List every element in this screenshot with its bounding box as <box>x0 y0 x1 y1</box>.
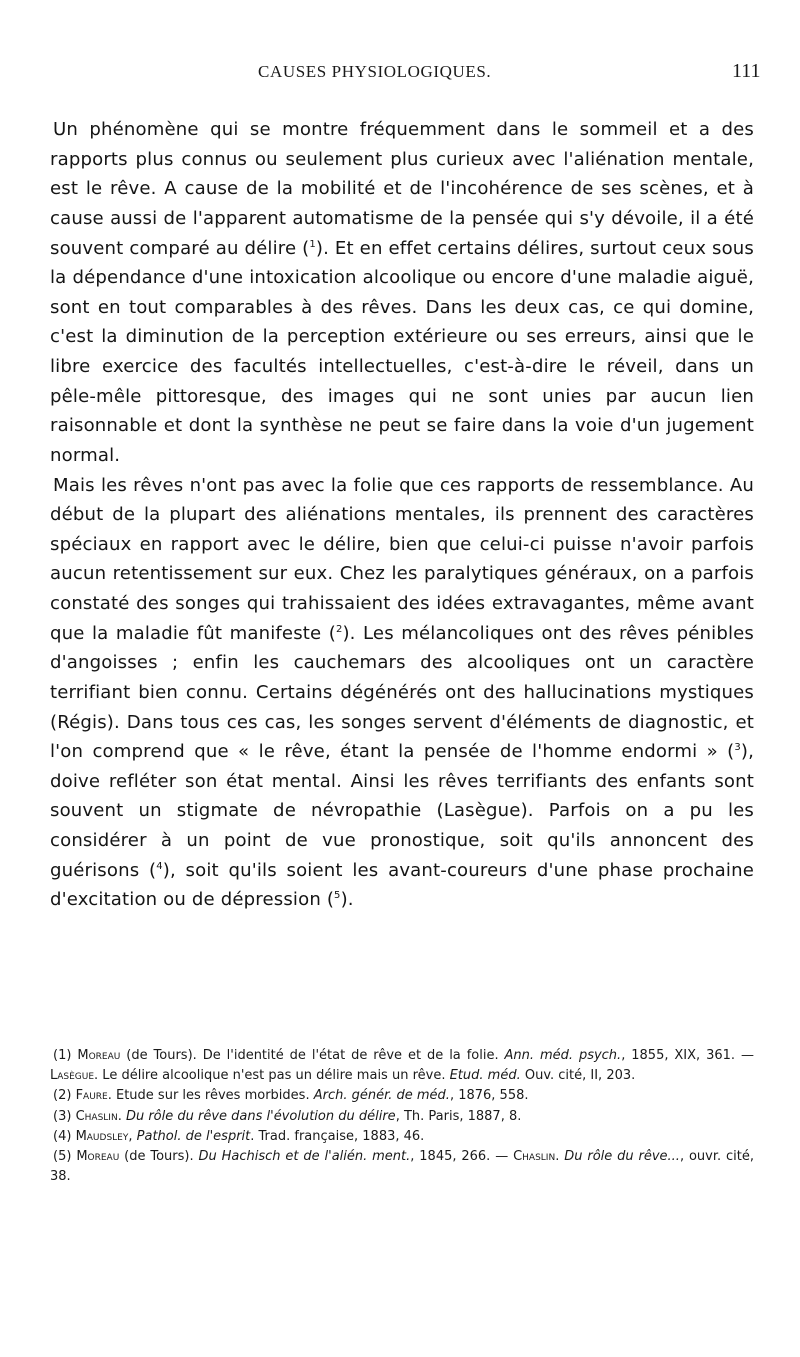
footnotes <box>50 1046 754 1187</box>
footnote-text: , <box>128 1128 137 1144</box>
paragraph-text: ). <box>340 889 354 911</box>
footnote-3 <box>50 1107 754 1127</box>
footnote-text: , Th. Paris, 1887, 8. <box>395 1108 522 1124</box>
footnote-author: Chaslin <box>75 1108 118 1124</box>
footnote-text: . Trad. française, 1883, 46. <box>250 1128 425 1144</box>
footnote-work: Du rôle du rêve... <box>564 1149 680 1165</box>
footnote-text: , 1876, 558. <box>449 1088 529 1104</box>
footnote-text: , ouvr. cité, 38. <box>50 1149 754 1185</box>
footnote-text: , 1845, 266. — <box>410 1149 514 1165</box>
paragraph-text: ). Les mélancoliques ont des rêves pénibles d'angoisses ; enfin les cauchemars des alcooliques ont un caractère terrifiant bien connu. Certains dégénérés ont des hallucinations mystiques (Régis). Dans tous ces cas, les songes servent d'éléments de diagnostic, et l'on comprend que « le rêve, étant la pensée de l'homme endormi » ( <box>50 622 754 763</box>
footnote-text: . <box>117 1108 126 1124</box>
footnote-number: (2) <box>53 1088 72 1104</box>
footnote-work: Du rôle du rêve dans l'évolution du délire <box>125 1108 396 1124</box>
paragraph-text: Mais les rêves n'ont pas avec la folie que ces rapports de ressemblance. Au début de la plupart des aliénations mentales, ils prennent des caractères spéciaux en rapport avec le délire, bien que celui-ci puisse n'avoir parfois aucun retentissement sur eux. Chez les paralytiques généraux, on a parfois constaté des songes qui trahissaient des idées extravagantes, même avant que la maladie fût manifeste ( <box>50 474 754 644</box>
footnote-number: (5) <box>53 1149 72 1165</box>
footnote-4 <box>50 1127 754 1147</box>
running-title: CAUSES PHYSIOLOGIQUES. <box>258 62 492 81</box>
footnote-work: Du Hachisch et de l'alién. ment. <box>198 1149 411 1165</box>
paragraph-text: ), soit qu'ils soient les avant-coureurs d'une phase prochaine d'excitation ou de dépression ( <box>50 859 754 911</box>
footnote-ref: 1 <box>309 238 316 250</box>
footnote-text: (de Tours). <box>119 1149 199 1165</box>
footnote-text: Ouv. cité, II, 203. <box>520 1068 636 1084</box>
footnote-author: Maudsley <box>75 1128 129 1144</box>
footnote-number: (4) <box>53 1128 72 1144</box>
footnote-text: (de Tours). De l'identité de l'état de rêve et de la folie. <box>120 1048 505 1063</box>
paragraph-text: ), doive refléter son état mental. Ainsi les rêves terrifiants des enfants sont souvent un stigmate de névropathie (Lasègue). Parfois on a pu les considérer à un point de vue pronostique, soit qu'ils annoncent des guérisons ( <box>50 741 754 881</box>
footnote-text: . <box>555 1149 565 1165</box>
footnote-2 <box>50 1086 754 1106</box>
footnote-author: Moreau <box>76 1149 120 1165</box>
footnote-work: Pathol. de l'esprit <box>136 1128 251 1144</box>
paragraph-1 <box>50 115 754 471</box>
footnote-text: , 1855, XIX, 361. — <box>621 1048 754 1063</box>
footnote-author: Faure <box>75 1088 108 1104</box>
footnote-number: (1) <box>53 1048 72 1063</box>
footnote-ref: 5 <box>334 890 341 902</box>
footnote-author: Chaslin <box>513 1149 556 1165</box>
footnote-ref: 2 <box>335 623 343 635</box>
paragraph-text: Un phénomène qui se montre fréquemment dans le sommeil et a des rapports plus connus ou seulement plus curieux avec l'aliénation mentale, est le rêve. A cause de la mobilité et de l'incohérence de ses scènes, et à cause aussi de l'apparent automatisme de la pensée qui s'y dévoile, il a été souvent comparé au délire ( <box>50 119 754 259</box>
footnote-text: . Le délire alcoolique n'est pas un délire mais un rêve. <box>94 1068 450 1084</box>
footnote-ref: 4 <box>156 860 163 872</box>
running-header <box>0 62 800 86</box>
footnote-1 <box>50 1046 754 1086</box>
footnote-number: (3) <box>53 1108 72 1124</box>
paragraph-2 <box>50 471 754 915</box>
footnote-ref: 3 <box>734 742 741 754</box>
footnote-work: Etud. méd. <box>449 1068 521 1084</box>
paragraph-text: ). Et en effet certains délires, surtout ceux sous la dépendance d'une intoxication alcoolique ou encore d'une maladie aiguë, sont en tout comparables à des rêves. Dans les deux cas, ce qui domine, c'est la diminution de la perception extérieure ou ses erreurs, ainsi que le libre exercice des facultés intellectuelles, c'est-à-dire le réveil, dans un pêle-mêle pittoresque, des images qui ne sont unies par aucun lien raisonnable et dont la synthèse ne peut se faire dans la voie d'un jugement normal. <box>50 237 754 466</box>
main-text <box>50 115 754 915</box>
footnote-author: Moreau <box>77 1048 121 1063</box>
footnote-journal: Arch. génér. de méd. <box>313 1088 450 1104</box>
footnote-5 <box>50 1147 754 1187</box>
footnote-journal: Ann. méd. psych. <box>504 1048 622 1063</box>
footnote-author: Lasègue <box>50 1068 95 1084</box>
page-number: 111 <box>732 60 761 82</box>
footnote-text: . Etude sur les rêves morbides. <box>107 1088 314 1104</box>
